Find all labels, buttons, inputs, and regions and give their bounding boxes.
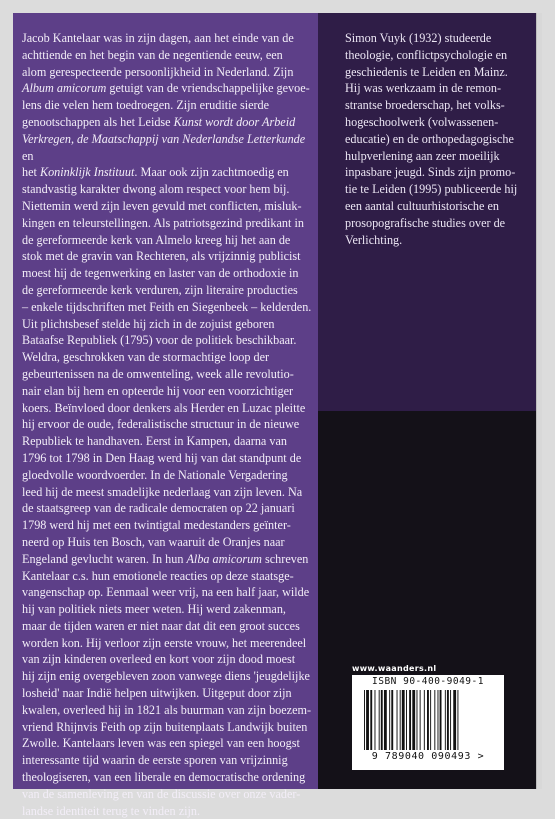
barcode-graphic: [362, 690, 496, 750]
blurb-text: maar de tijden waren er niet naar dat dit een groot succes: [22, 618, 300, 633]
blurb-line: [22, 265, 314, 282]
barcode-bar: [427, 690, 429, 750]
blurb-text: vriend Rhijnvis Feith op zijn buitenplaats Landwijk buiten: [22, 719, 308, 734]
blurb-italic-title: Kunst wordt door Arbeid: [173, 114, 296, 129]
blurb-text: theologiseren, van een liberale en democratische ordening: [22, 770, 306, 785]
bio-line: Hij was werkzaam in de remon-: [345, 81, 502, 96]
barcode-bar: [438, 690, 439, 750]
blurb-line: [22, 198, 314, 215]
bio-line: educatie) en de orthopedagogische: [345, 131, 514, 146]
blurb-line: [22, 232, 314, 249]
barcode-number: 9 789040 090493 >: [371, 751, 485, 762]
blurb-line: [22, 97, 314, 114]
barcode-bar: [364, 690, 365, 750]
blurb-line: [22, 450, 314, 467]
bio-line: inpasbare jeugd. Sinds zijn promo-: [345, 165, 516, 180]
blurb-line: [22, 735, 314, 752]
blurb-line: [22, 349, 314, 366]
blurb-line: [22, 635, 314, 652]
blurb-line: [22, 584, 314, 601]
blurb-text: Jacob Kantelaar was in zijn dagen, aan het einde van de: [22, 31, 294, 45]
blurb-line: [22, 416, 314, 433]
blurb-text: hij zijn enig overgebleven zoon vanwege diens 'jeugdelijke: [22, 669, 310, 684]
barcode-bar: [409, 690, 411, 750]
blurb-line: [22, 752, 314, 769]
blurb-line: [22, 47, 314, 64]
blurb-line: [22, 181, 314, 198]
barcode-bar: [400, 690, 401, 750]
bio-line: hulpverlening aan zeer moeilijk: [345, 148, 500, 163]
blurb-line: [22, 332, 314, 349]
blurb-line: [22, 467, 314, 484]
blurb-text: Uit plichtsbesef stelde hij zich in de zojuist geboren: [22, 316, 275, 331]
blurb-text: leed hij de meest smadelijke nederlaag van zijn leven. Na: [22, 484, 303, 499]
blurb-line: [22, 248, 314, 265]
barcode-bar: [445, 690, 446, 750]
blurb-text: en: [22, 148, 34, 163]
barcode-bar: [417, 690, 418, 750]
blurb-italic-title: Verkregen, de Maatschappij van Nederlandse Letterkunde: [22, 131, 306, 146]
blurb-text: lens die velen hem toedroegen. Zijn eruditie sierde: [22, 98, 270, 113]
blurb-line: [22, 30, 314, 47]
blurb-line: [22, 131, 314, 165]
blurb-line: [22, 618, 314, 635]
blurb-line: [22, 551, 314, 568]
blurb-line: [22, 534, 314, 551]
blurb-text: vangenschap op. Eenmaal weer vrij, na een half jaar, wilde: [22, 585, 310, 600]
barcode-bar: [402, 690, 405, 750]
blurb-line: [22, 484, 314, 501]
barcode-bar: [366, 690, 369, 750]
blurb-line: [22, 433, 314, 450]
blurb-line: [22, 702, 314, 719]
blurb-line: [22, 114, 314, 131]
blurb-text: getuigt van de vriendschappelijke gevoe-: [106, 81, 310, 96]
blurb-line: [22, 719, 314, 736]
blurb-text: gebeurtenissen na de omwenteling, week alle revolutio-: [22, 366, 294, 381]
blurb-text: 1796 tot 1798 in Den Haag werd hij van dat standpunt de: [22, 450, 302, 465]
blurb-text: de staatsgreep van de radicale democraten op 22 januari: [22, 501, 295, 516]
barcode-bar: [434, 690, 435, 750]
blurb-text: achttiende en het begin van de negentiende eeuw, een: [22, 47, 283, 62]
blurb-text: Kantelaar c.s. hun emotionele reacties op deze staatsge-: [22, 568, 294, 583]
blurb-line: [22, 803, 314, 819]
blurb-line: [22, 568, 314, 585]
blurb-italic-title: Alba amicorum: [186, 551, 262, 566]
bio-line: een aantal cultuurhistorische en: [345, 198, 499, 213]
blurb-line: [22, 366, 314, 383]
barcode-bar: [389, 690, 390, 750]
blurb-line: [22, 786, 314, 803]
blurb-text: van de samenleving en van de discussie over onze vader-: [22, 786, 301, 801]
author-biography: [345, 30, 525, 248]
isbn-number: ISBN 90-400-9049-1: [372, 676, 484, 687]
blurb-text: hij ervoor de oude, federalistische structuur in de nieuwe: [22, 417, 300, 432]
barcode-bar: [397, 690, 398, 750]
barcode-bar: [430, 690, 431, 750]
blurb-text: losheid' naar Indië helpen uitwijken. Uitgeput door zijn: [22, 686, 292, 701]
blurb-text: Engeland gevlucht waren. In hun: [22, 551, 187, 566]
barcode-bar: [381, 690, 383, 750]
blurb-line: [22, 64, 314, 81]
blurb-text: Republiek te handhaven. Eerst in Kampen, daarna van: [22, 434, 287, 449]
blurb-line: [22, 685, 314, 702]
barcode-bar: [370, 690, 372, 750]
blurb-text: koers. Beïnvloed door denkers als Herder en Luzac pleitte: [22, 400, 306, 415]
spine-edge: [536, 13, 542, 789]
blurb-text: nair elan bij hem en opteerde hij voor een voorzichtiger: [22, 383, 294, 398]
bio-line: geschiedenis te Leiden en Mainz.: [345, 64, 508, 79]
barcode-label: [352, 675, 504, 770]
blurb-text: stok met de gravin van Rechteren, als vrijzinnig publicist: [22, 249, 301, 264]
barcode-bar: [375, 690, 376, 750]
blurb-line: [22, 668, 314, 685]
barcode-bar: [406, 690, 407, 750]
barcode-bar: [384, 690, 387, 750]
blurb-line: [22, 500, 314, 517]
bio-line: tie te Leiden (1995) publiceerde hij: [345, 182, 518, 197]
blurb-text: standvastig karakter dwong alom respect voor hem bij.: [22, 182, 290, 197]
blurb-text: de gereformeerde kerk verduren, zijn literaire producties: [22, 282, 298, 297]
blurb-line: [22, 299, 314, 316]
blurb-line: [22, 769, 314, 786]
bio-line: hogeschoolwerk (volwassenen-: [345, 114, 499, 129]
bio-line: prosopografische studies over de: [345, 215, 506, 230]
blurb-line: [22, 215, 314, 232]
blurb-text: neerd op Huis ten Bosch, van waaruit de Oranjes naar: [22, 534, 285, 549]
blurb-line: [22, 601, 314, 618]
blurb-text: interessante tijd waarin de eerste sporen van vrijzinnig: [22, 753, 288, 768]
blurb-text: – enkele tijdschriften met Feith en Siegenbeek – kelderden.: [22, 299, 312, 314]
blurb-text: Zwolle. Kantelaars leven was een spiegel van een hoogst: [22, 736, 300, 751]
blurb-text: de gereformeerde kerk van Almelo kreeg hij het aan de: [22, 232, 291, 247]
blurb-text: alom gerespecteerde persoonlijkheid in Nederland. Zijn: [22, 64, 294, 79]
cover-blurb-text: [22, 30, 314, 819]
blurb-text: worden kon. Hij verloor zijn eerste vrouw, het meerendeel: [22, 635, 307, 650]
blurb-text: kingen en teleurstellingen. Als patriotsgezind predikant in: [22, 215, 304, 230]
blurb-line: [22, 383, 314, 400]
barcode-bar: [424, 690, 425, 750]
blurb-text: hij van politiek niets meer weten. Hij werd zakenman,: [22, 602, 286, 617]
barcode-bar: [440, 690, 442, 750]
blurb-text: Weldra, geschrokken van de stormachtige loop der: [22, 350, 270, 365]
barcode-bar: [379, 690, 380, 750]
blurb-text: van zijn kinderen overleed en kort voor zijn dood moest: [22, 652, 296, 667]
blurb-text: het: [22, 165, 40, 180]
blurb-text: moest hij de tegenwerking en laster van de orthodoxie in: [22, 266, 299, 281]
blurb-text: 1798 werd hij met een twintigtal medestanders geïnter-: [22, 518, 291, 533]
blurb-text: kwalen, overleed hij in 1821 als buurman van zijn boezem-: [22, 702, 312, 717]
blurb-line: [22, 164, 314, 181]
blurb-text: schreven: [261, 551, 309, 566]
publisher-url: www.waanders.nl: [352, 664, 437, 673]
blurb-line: [22, 316, 314, 333]
barcode-bar: [447, 690, 449, 750]
barcode-bar: [450, 690, 451, 750]
barcode-bar: [420, 690, 421, 750]
barcode-bar: [391, 690, 393, 750]
barcode-bar: [412, 690, 415, 750]
blurb-line: [22, 282, 314, 299]
blurb-italic-title: Album amicorum: [22, 81, 107, 96]
barcode-bar: [453, 690, 456, 750]
blurb-text: Niettemin werd zijn leven gevuld met conflicten, misluk-: [22, 198, 302, 213]
blurb-text: . Maar ook zijn zachtmoedig en: [134, 165, 289, 180]
blurb-line: [22, 80, 314, 97]
bio-line: theologie, conflictpsychologie en: [345, 47, 508, 62]
blurb-text: gloedvolle woordvoerder. In de Nationale Vergadering: [22, 467, 288, 482]
blurb-line: [22, 400, 314, 417]
blurb-line: [22, 651, 314, 668]
bio-line: Simon Vuyk (1932) studeerde: [345, 31, 492, 45]
bio-line: strantse broederschap, het volks-: [345, 98, 505, 113]
barcode-bar: [457, 690, 458, 750]
blurb-text: Bataafse Republiek (1795) voor de politiek beschikbaar.: [22, 333, 297, 348]
blurb-italic-title: Koninklijk Instituut: [39, 165, 135, 180]
bio-line: Verlichting.: [345, 232, 403, 247]
blurb-line: [22, 517, 314, 534]
blurb-text: genootschappen als het Leidse: [22, 114, 174, 129]
blurb-text: landse identiteit terug te vinden zijn.: [22, 803, 201, 818]
